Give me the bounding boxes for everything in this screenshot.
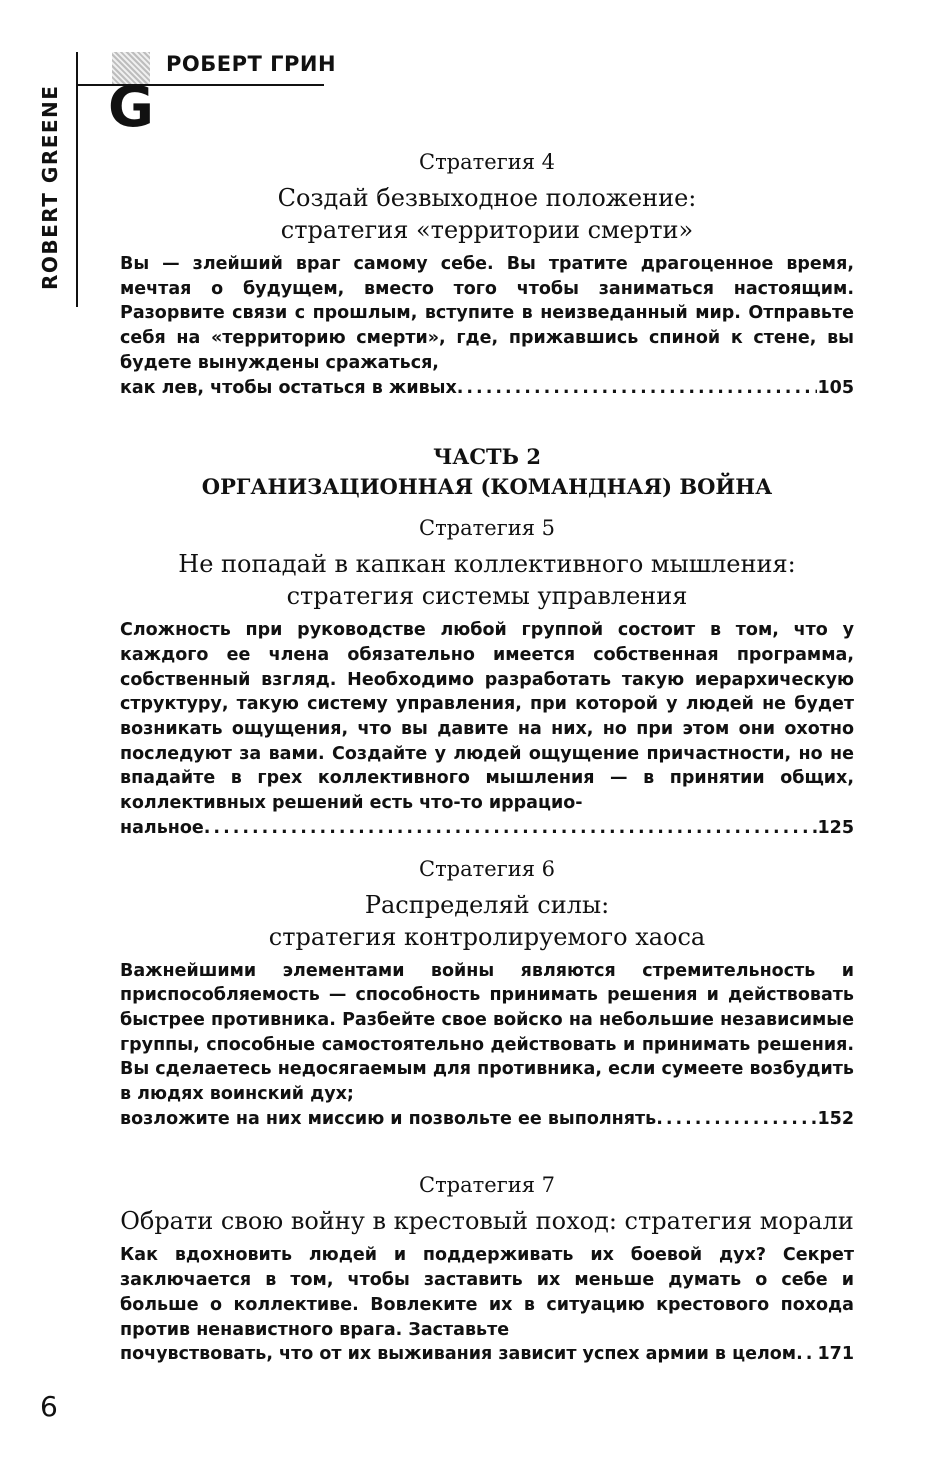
description-last-line bbox=[120, 816, 854, 841]
leader-dots bbox=[656, 1107, 817, 1132]
header-vertical-rule bbox=[76, 52, 78, 307]
description-last-text: почувствовать, что от их выживания зависит успех армии в целом bbox=[120, 1344, 797, 1365]
description-text: Вы — злейший враг самому себе. Вы тратите драгоценное время, мечтая о будущем, вместо того чтобы заниматься настоящим. Разорвите связи с прошлым, вступите в неизведанный мир. Отправьте себя на «территорию смерти», где, прижавшись спиной к стене, вы будете вынуждены сражаться, bbox=[120, 254, 854, 373]
page-reference[interactable]: 105 bbox=[817, 377, 854, 398]
description-last-text: нальное bbox=[120, 817, 204, 838]
running-header-title: РОБЕРТ ГРИН bbox=[166, 52, 337, 76]
strategy-title-line-2: стратегия «территории смерти» bbox=[280, 216, 694, 244]
header-logo-letter: G bbox=[108, 75, 154, 140]
toc-entry-strategy-7 bbox=[120, 1171, 854, 1367]
toc-content bbox=[120, 148, 854, 1367]
toc-entry-strategy-5 bbox=[120, 514, 854, 840]
part-title: ОРГАНИЗАЦИОННАЯ (КОМАНДНАЯ) ВОЙНА bbox=[201, 474, 773, 500]
part-label: ЧАСТЬ 2 bbox=[433, 444, 541, 470]
strategy-title-line-2: стратегия системы управления bbox=[286, 582, 688, 611]
strategy-title-line-2: стратегия контролируемого хаоса bbox=[268, 922, 706, 951]
leader-dots bbox=[204, 816, 818, 841]
side-author-name: ROBERT GREENE bbox=[38, 84, 62, 290]
leader-dots bbox=[457, 376, 818, 401]
strategy-label: Стратегия 5 bbox=[419, 516, 555, 541]
toc-entry-strategy-4 bbox=[120, 148, 854, 400]
page-reference[interactable]: 152 bbox=[817, 1108, 854, 1129]
strategy-label: Стратегия 6 bbox=[419, 856, 555, 881]
strategy-description bbox=[120, 1243, 854, 1367]
toc-part-2 bbox=[120, 442, 854, 502]
strategy-title-line-1: Обрати свою войну в крестовый поход: стратегия морали bbox=[120, 1207, 854, 1236]
strategy-label: Стратегия 7 bbox=[419, 1173, 555, 1198]
description-text: Как вдохновить людей и поддерживать их боевой дух? Секрет заключается в том, чтобы заставить их меньше думать о себе и больше о коллективе. Вовлеките их в ситуацию крестового похода против ненавистного врага. Заставьте bbox=[120, 1245, 854, 1340]
description-last-line bbox=[120, 1342, 854, 1367]
strategy-description bbox=[120, 618, 854, 840]
strategy-label: Стратегия 4 bbox=[419, 150, 555, 174]
strategy-title-line-1: Создай безвыходное положение: bbox=[277, 184, 697, 212]
strategy-description bbox=[120, 959, 854, 1132]
description-text: Сложность при руководстве любой группой состоит в том, что у каждого ее члена обязательно имеется собственная программа, собственный взгляд. Необходимо разработать такую иерархическую структуру, такую систему управления, при которой у людей не будет возникать ощущения, что вы давите на них, но при этом они охотно последуют за вами. Создайте у людей ощущение причастности, но не впадайте в грех коллективного мышления — в принятии общих, коллективных решений есть что-то иррацио- bbox=[120, 620, 854, 814]
strategy-title-line-1: Распределяй силы: bbox=[364, 890, 610, 919]
description-last-line bbox=[120, 1107, 854, 1132]
description-last-text: возложите на них миссию и позвольте ее выполнять bbox=[120, 1108, 657, 1129]
page-reference[interactable]: 125 bbox=[817, 817, 854, 838]
strategy-description bbox=[120, 252, 854, 400]
description-text: Важнейшими элементами войны являются стремительность и приспособляемость — способность принимать решения и действовать быстрее противника. Разбейте свое войско на небольшие независимые группы, способные самостоятельно действовать и принимать решения. Вы сделаетесь недосягаемым для противника, если сумеете возбудить в людях воинский дух; bbox=[120, 960, 854, 1105]
toc-entry-strategy-6 bbox=[120, 855, 854, 1132]
description-last-text: как лев, чтобы остаться в живых bbox=[120, 377, 457, 398]
page-number: 6 bbox=[40, 1390, 58, 1423]
description-last-line bbox=[120, 376, 854, 401]
page-reference[interactable]: 171 bbox=[817, 1344, 854, 1365]
leader-dots bbox=[796, 1342, 817, 1367]
strategy-title-line-1: Не попадай в капкан коллективного мышления: bbox=[178, 550, 796, 579]
